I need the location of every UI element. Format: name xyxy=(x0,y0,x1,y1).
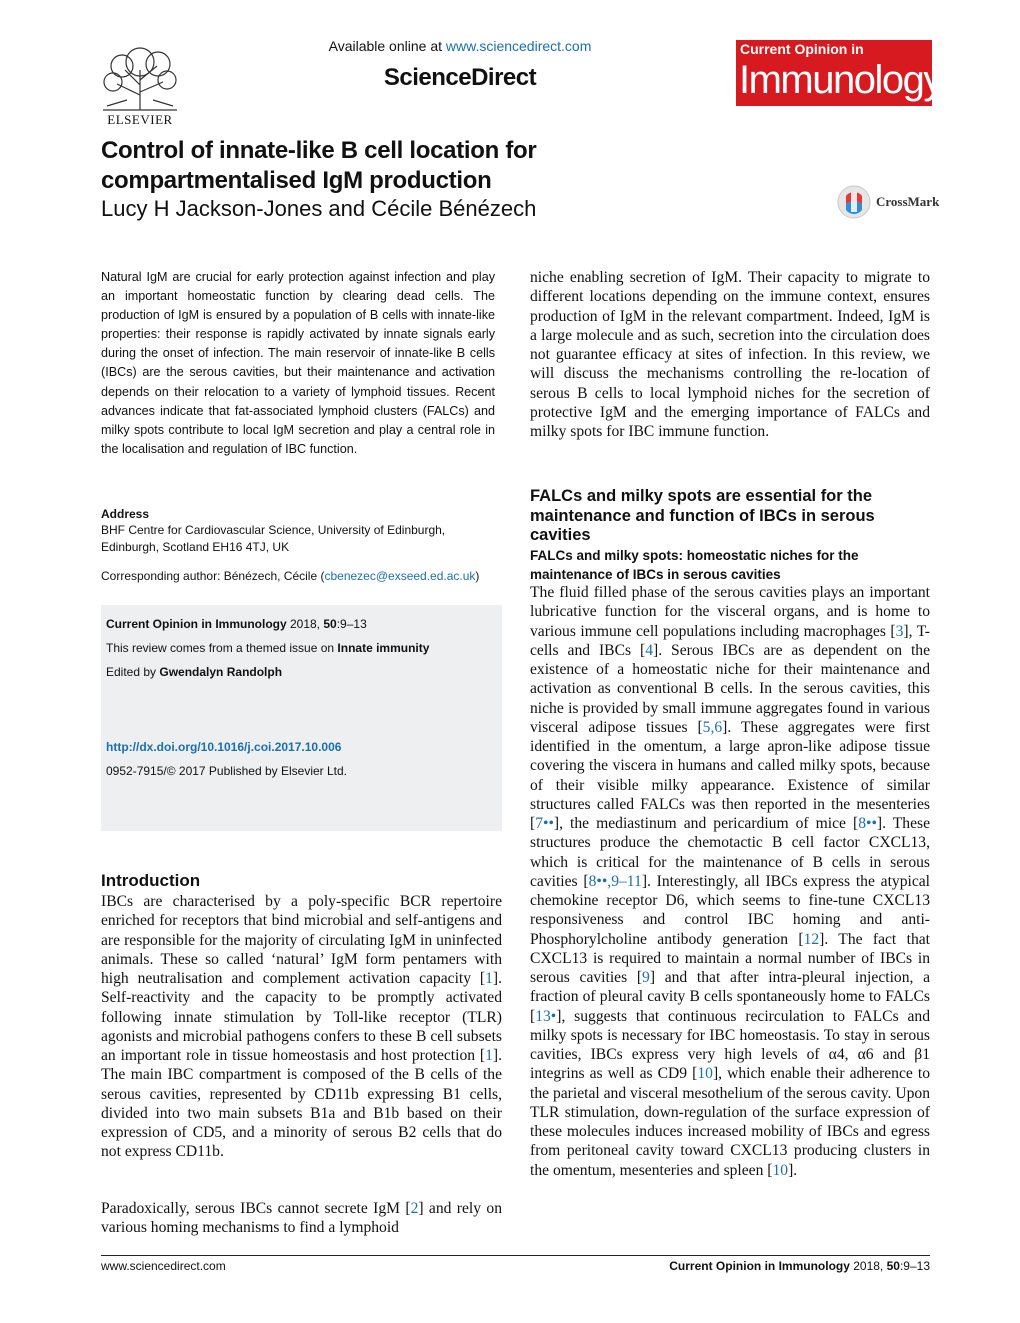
address-line: BHF Centre for Cardiovascular Science, University of Edinburgh, xyxy=(101,523,446,537)
journal-brand-logo xyxy=(736,40,942,106)
abstract: Natural IgM are crucial for early protection against infection and play an important homeostatic function by clearing dead cells. The production of IgM is ensured by a population of B cells with innate-like properties: their response is rapidly activated by innate signals early during the onset of infection. The main reservoir of innate-like B cells (IBCs) are the serous cavities, but their maintenance and activation depends on their relocation to a variety of lymphoid tissues. Recent advances indicate that fat-associated lymphoid clusters (FALCs) and milky spots contribute to local IgM secretion and play a central role in the localisation and regulation of IBC function. xyxy=(101,270,495,456)
reference-link[interactable]: 9 xyxy=(642,969,650,986)
reference-link[interactable]: 4 xyxy=(645,641,653,659)
journal-brand-line2: Immunology xyxy=(739,58,942,102)
reference-link[interactable]: 8••,9–11 xyxy=(588,872,642,890)
reference-link[interactable]: 12 xyxy=(803,930,820,948)
doi-link[interactable]: http://dx.doi.org/10.1016/j.coi.2017.10.006 xyxy=(106,740,342,754)
subsection-heading: FALCs and milky spots: homeostatic niches for the maintenance of IBCs in serous cavities xyxy=(530,548,859,582)
reference-link[interactable]: 13• xyxy=(535,1007,557,1025)
reference-link[interactable]: 7•• xyxy=(535,815,554,832)
footer-citation: Current Opinion in Immunology 2018, 50:9–13 xyxy=(669,1259,930,1273)
article-authors: Lucy H Jackson-Jones and Cécile Bénézech xyxy=(101,196,537,221)
editor-line: Edited by Gwendalyn Randolph xyxy=(106,665,283,679)
crossmark-badge[interactable] xyxy=(836,184,940,220)
reference-link[interactable]: 5,6 xyxy=(702,718,723,736)
reference-link[interactable]: 10 xyxy=(697,1065,713,1083)
article-title: Control of innate-like B cell location for compartmentalised IgM production xyxy=(101,137,537,194)
crossmark-icon xyxy=(836,184,872,220)
footer-site: www.sciencedirect.com xyxy=(101,1259,226,1273)
available-online: Available online at www.sciencedirect.com xyxy=(328,38,592,54)
citation-line: Current Opinion in Immunology 2018, 50:9–13 xyxy=(106,617,367,631)
reference-link[interactable]: 3 xyxy=(895,622,904,640)
author-email-link[interactable]: cbenezec@exseed.ed.ac.uk xyxy=(324,569,476,583)
address-line: Edinburgh, Scotland EH16 4TJ, UK xyxy=(101,540,290,554)
reference-link[interactable]: 1 xyxy=(485,970,493,987)
sciencedirect-link[interactable]: www.sciencedirect.com xyxy=(445,38,592,54)
issn-copyright: 0952-7915/© 2017 Published by Elsevier Ltd. xyxy=(106,764,348,778)
theme-line: This review comes from a themed issue on Innate immunity xyxy=(106,641,430,655)
footer-divider xyxy=(101,1255,930,1256)
section-heading: FALCs and milky spots are essential for the maintenance and function of IBCs in serous cavities xyxy=(530,487,875,544)
introduction-paragraph-1: IBCs are characterised by a poly-specific BCR repertoire enriched for receptors that bind microbial and self-antigens and are responsible for the majority of circulating IgM in uninfected animals. These so called ‘natural’ IgM form pentamers with high neutralisation and complement activation capacity [1]. Self-reactivity and the capacity to be promptly activated following innate stimulation by Toll-like receptor (TLR) agonists and microbial pathogens confers to these B cell subsets an important role in tissue homeostasis and host protection [1]. The main IBC compartment is composed of the B cells of the serous cavities, represented by CD11b expressing B1 cells, divided into two main subsets B1a and B1b based on their expression of CD5, and a minority of serous B2 cells that do not express CD11b. xyxy=(101,893,502,1161)
reference-link[interactable]: 10 xyxy=(772,1161,789,1179)
article-info-box xyxy=(101,605,502,831)
sciencedirect-wordmark: ScienceDirect xyxy=(383,64,537,91)
continuation-paragraph: niche enabling secretion of IgM. Their capacity to migrate to different locations depending on the immune context, ensures production of IgM in the relevant compartment. Indeed, IgM is a large molecule and as such, secretion into the circulation does not guarantee efficacy at sites of infection. In this review, we will discuss the mechanisms controlling the re-location of serous B cells to local lymphoid niches for the secretion of protective IgM and the emerging importance of FALCs and milky spots for IBC immune function. xyxy=(530,269,930,440)
crossmark-label: CrossMark xyxy=(876,194,940,209)
reference-link[interactable]: 1 xyxy=(485,1047,493,1064)
corresponding-author: Corresponding author: Bénézech, Cécile (cbenezec@exseed.ed.ac.uk) xyxy=(101,569,480,583)
publisher-name: ELSEVIER xyxy=(107,112,173,127)
reference-link[interactable]: 2 xyxy=(410,1200,419,1217)
address-heading: Address xyxy=(101,507,150,521)
introduction-paragraph-2: Paradoxically, serous IBCs cannot secrete IgM [2] and rely on various homing mechanisms to find a lymphoid xyxy=(101,1200,502,1237)
section-body: The fluid filled phase of the serous cavities plays an important lubricative function for the visceral organs, and is home to various immune cell populations including macrophages [3], T-cells and IBCs [4]. Serous IBCs are as dependent on the existence of a homeostatic niche for their maintenance and activation as conventional B cells. In the serous cavities, this niche is provided by small immune aggregates found in various visceral adipose tissues [5,6]. These aggregates were first identified in the omentum, a large apron-like adipose tissue covering the viscera in humans and called milky spots, because of their visible milky appearance. Existence of similar structures called FALCs was then reported in the mesenteries [7••], the mediastinum and pericardium of mice [8••]. These structures produce the chemotactic B cell factor CXCL13, which is critical for the maintenance of B cells in serous cavities [8••,9–11]. Interestingly, all IBCs express the atypical chemokine receptor D6, which seems to fine-tune CXCL13 responsiveness and control IBC homing and anti-Phosphorylcholine antibody generation [12]. The fact that CXCL13 is required to maintain a normal number of IBCs in serous cavities [9] and that after intra-pleural injection, a fraction of pleural cavity B cells spontaneously home to FALCs [13•], suggests that continuous recirculation to FALCs and milky spots is necessary for IBC homeostasis. To stay in serous cavities, IBCs express very high levels of α4, α6 and β1 integrins as well as CD9 [10], which enable their adherence to the parietal and visceral mesothelium of the serous cavity. Upon TLR stimulation, down-regulation of the surface expression of these molecules induces increased mobility of IBCs and egress from peritoneal cavity toward CXCL13 producing clusters in the omentum, mesenteries and spleen [10]. xyxy=(530,584,931,1179)
journal-brand-line1: Current Opinion in xyxy=(740,41,864,57)
reference-link[interactable]: 8•• xyxy=(858,815,877,832)
address-text xyxy=(101,522,495,556)
introduction-heading: Introduction xyxy=(101,871,201,890)
